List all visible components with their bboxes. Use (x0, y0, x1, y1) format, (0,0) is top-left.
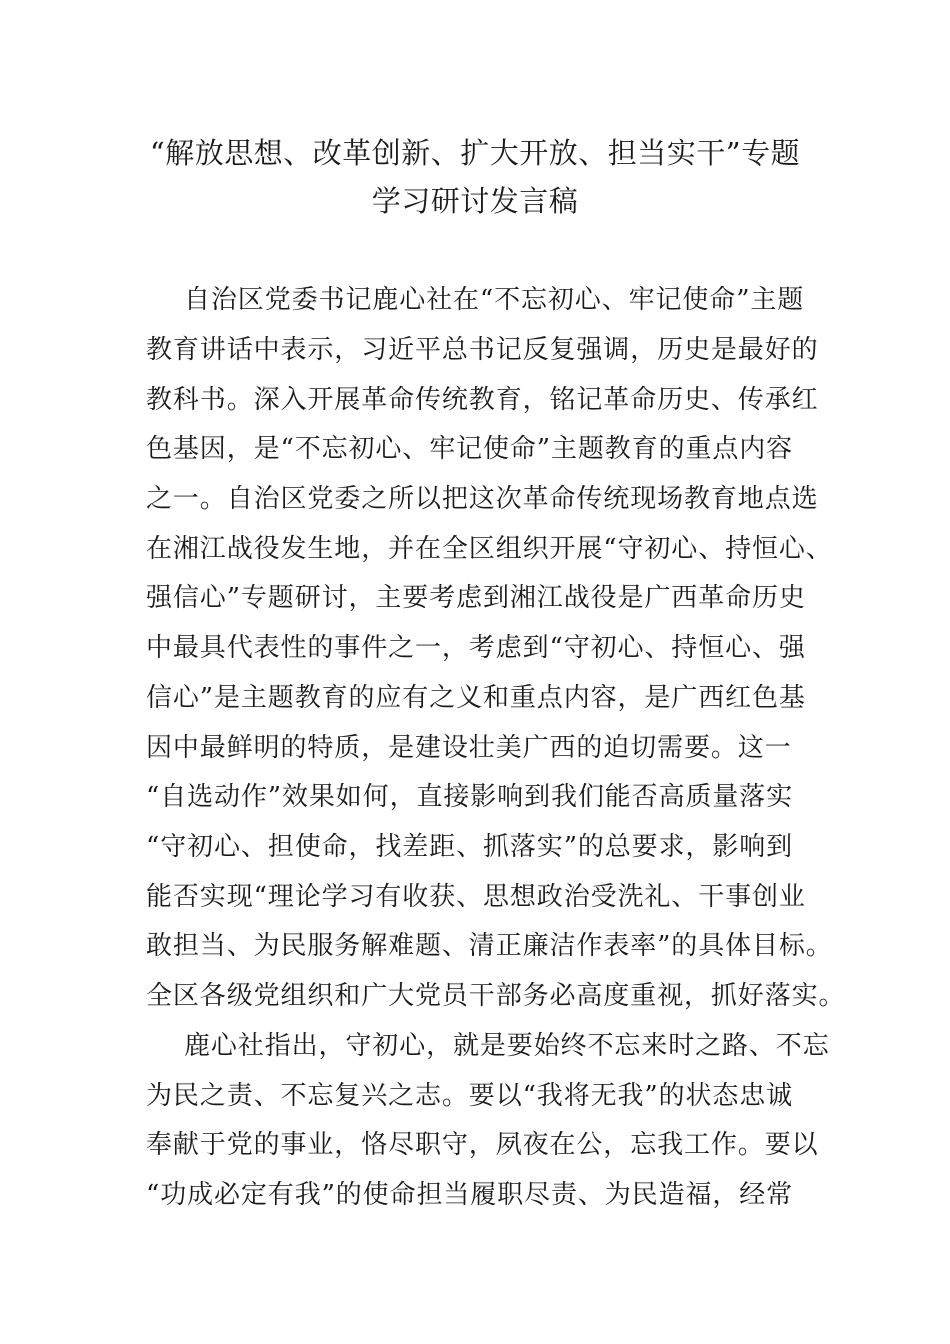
paragraph-1-line-4: 色基因，是“不忘初心、牢记使命”主题教育的重点内容 (146, 434, 794, 464)
paragraph-1-line-14: 敢担当、为民服务解难题、清正廉洁作表率”的具体目标。 (146, 931, 833, 961)
paragraph-2-line-3: 奉献于党的事业，恪尽职守，夙夜在公，忘我工作。要以 (146, 1130, 819, 1160)
paragraph-1-line-2: 教育讲话中表示，习近平总书记反复强调，历史是最好的 (146, 335, 819, 365)
paragraph-1-line-9: 信心”是主题教育的应有之义和重点内容，是广西红色基 (146, 683, 806, 713)
paragraph-2-line-1: 鹿心社指出，守初心，就是要始终不忘来时之路、不忘 (184, 1031, 830, 1061)
paragraph-1-line-3: 教科书。深入开展革命传统教育，铭记革命历史、传承红 (146, 385, 819, 415)
paragraph-1-line-7: 强信心”专题研讨，主要考虑到湘江战役是广西革命历史 (146, 583, 806, 613)
paragraph-1-line-6: 在湘江战役发生地，并在全区组织开展“守初心、持恒心、 (146, 534, 833, 564)
document-title-line-1: “解放思想、改革创新、扩大开放、担当实干”专题 (149, 136, 801, 170)
paragraph-1-line-12: “守初心、担使命，找差距、抓落实”的总要求，影响到 (146, 832, 794, 862)
paragraph-2-line-2: 为民之责、不忘复兴之志。要以“我将无我”的状态忠诚 (146, 1081, 794, 1111)
paragraph-1-line-13: 能否实现“理论学习有收获、思想政治受洗礼、干事创业 (146, 882, 806, 912)
paragraph-1-line-1: 自治区党委书记鹿心社在“不忘初心、牢记使命”主题 (184, 285, 805, 315)
paragraph-1-line-15: 全区各级党组织和广大党员干部务必高度重视，抓好落实。 (146, 981, 846, 1011)
document-title-line-2: 学习研讨发言稿 (371, 184, 579, 218)
paragraph-2-line-4: “功成必定有我”的使命担当履职尽责、为民造福，经常 (146, 1180, 794, 1210)
paragraph-1-line-10: 因中最鲜明的特质，是建设壮美广西的迫切需要。这一 (146, 733, 792, 763)
paragraph-1-line-5: 之一。自治区党委之所以把这次革命传统现场教育地点选 (146, 484, 819, 514)
paragraph-1-line-8: 中最具代表性的事件之一，考虑到“守初心、持恒心、强 (146, 633, 806, 663)
paragraph-1-line-11: “自选动作”效果如何，直接影响到我们能否高质量落实 (146, 782, 794, 812)
